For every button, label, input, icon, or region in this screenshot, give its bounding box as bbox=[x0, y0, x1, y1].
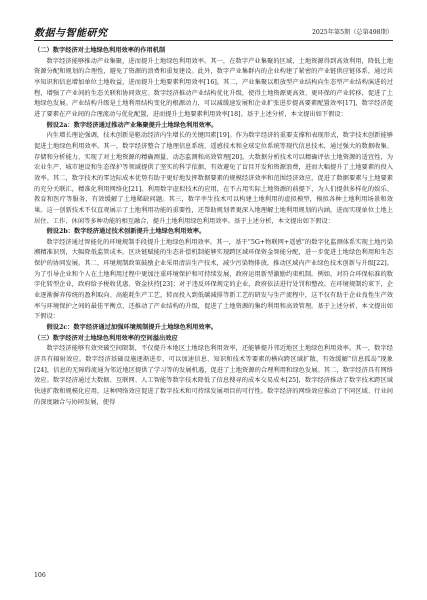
hypothesis: 假设2c：数字经济通过加强环境规制提升土地绿色利用效率。 bbox=[46, 324, 218, 332]
journal-title: 数据与智能研究 bbox=[34, 28, 108, 39]
section-heading: （三）数字经济对土地绿色利用效率的空间溢出效应 bbox=[34, 334, 178, 342]
article-body bbox=[34, 46, 393, 408]
hypothesis: 假设2a：数字经济通过推动产业集聚提升土地绿色利用效率。 bbox=[46, 121, 218, 129]
page-number: 106 bbox=[34, 572, 46, 579]
header-rule bbox=[34, 40, 393, 41]
paragraph: 数字经济通过智能化的环境规制手段提升土地绿色利用效率。其一，基于“5G+物联网+遥感”的数字化监测体系实现土地污染溯精准识别，大幅降低监管成本。区块链赋能的生态补偿机制能够实现跨区域环保资金智能分配，进一步促进土地绿色利用和生态保护的协同发展。其二，环境规制政策鼓励企业采用清洁生产技术，减少污染物排放，推动区域内产业绿色技术创新与升级[22]。为了引导企业和个人在土地利用过程中更加注重环境保护和可持续发展，政府运用新型激励约束机制。例如，对符合环保标准的数字化转型企业，政府给予税收优惠、资金扶持[23]；对于违反环保规定的企业，政府依法进行处罚和整改。在环境规制约束下，企业逐渐摒弃传统的盈利取向、高能耗生产工艺，转而投入到低碳减排等新工艺的研发与生产流程中，这不仅有助于企业良性生产效率与环境保护之间的最佳平衡点，还推动了产业结构的升级，促进了土地资源的集约利用和高效管理。基于上述分析，本文提出如下假设： bbox=[34, 238, 393, 321]
paragraph: 内生增长理论强调，技术创新是驱动经济内生增长的关键因素[19]。作为数字经济的重要支撑和表现形式，数字技术创新能够促进土地绿色利用效率。其一，数字经济整合了地理信息系统、遥感技术和全球定位系统等现代信息技术，通过强大的数据收集、存储和分析能力，实现了对土地资源的精确测量、动态监测和高效管理[20]。大数据分析技术可以精确评估土地资源的适宜性，为农业生产、城市建设和生态保护等领域提供了坚实的科学依据，有效避免了盲目开发和资源浪费，进而大幅提升了土地要素的投入效率。其二，数字技术的零边际成本优势有助于更好地发挥数据要素的规模经济效率和范围经济效应，促进了数据要素与土地要素的充分关联汇，精准化利用网络化[21]。利用数字虚拟技术的应用，在不占用实际土地资源的前提下，为人们提供多样化的娱乐、教育和医疗等服务，有效缓解了土地稀缺问题。其三，数字孪生技术可以构建土地利用的虚拟模型，模拟各种土地利用场景和效果。这一创新技术不仅直观展示了土地利用功能的重要性，还帮助规划者更深入地理解土地利用规划的内涵，进而实现单位土地上居住、工作、休闲等多种功能的相互融合，提升土地利用绿色利用效率。基于上述分析，本文提出如下假设： bbox=[34, 132, 393, 225]
issue-number: 2025年第5期（总第498期） bbox=[312, 29, 393, 36]
section-heading: （二）数字经济对土地绿色利用效率的作用机制 bbox=[34, 47, 166, 54]
paragraph: 数字经济能够有效突破空间限制，不仅提升本地区土地绿色利用效率，还能够提升邻近地区土地绿色利用效率。其一，数字经济具有辐射效应。数字经济基础设施逐渐进步，可以加速信息、知识和技术等要素的横向跨区域扩散，有效缓解“信息孤岛”现象[24]，信息的无障碍流通为邻近地区提供了学习等的发展机遇，促进了土地资源的合理利用和绿色发展。其二，数字经济具有网络效应。数字经济通过大数据、互联网、人工智能等数字技术降低了信息搜寻的成本交易成本[25]，数字经济推动了数字技术跨区域快速扩散和规模化应用，这种网络效应促进了数字技术和可持续发展项目的可行性。数字经济的网络效应推动了不同区域、行业间的深度融合与协同发展，使得 bbox=[34, 345, 393, 406]
paragraph: 数字经济能够推动产业集聚，进而提升土地绿色利用效率。其一，在数字产业集聚的区域，土地资源得到高效利用，降低土地资源分配和规划的合理性，避免了资源的浪费和重复建设。此外，数字产业集群内的企业构建了紧密的产业链供应链体系，通过共享知识和信息增加单位土地收益，进而提升土地要素利用效率[16]。其二，产业集聚以粗放型产业结构向生态型产业结构演进的过程，增强了产业间的生态关联和协同效应。数字经济推动产业结构优化升级，使得土地资源更高效、更环保的产业转移，促进了土地绿色发展。产业结构升级是土地利用结构变化的根源动力，可以减缓速发展和企业扩张进步提高要素配置效率[17]，数字经济促进了要素在产业间的合理流动与优化配置，进而提升土地要素利用效率[18]。基于上述分析，本文提出如下假设： bbox=[34, 57, 393, 118]
hypothesis: 假设2b：数字经济通过技术创新提升土地绿色利用效率。 bbox=[46, 228, 206, 236]
